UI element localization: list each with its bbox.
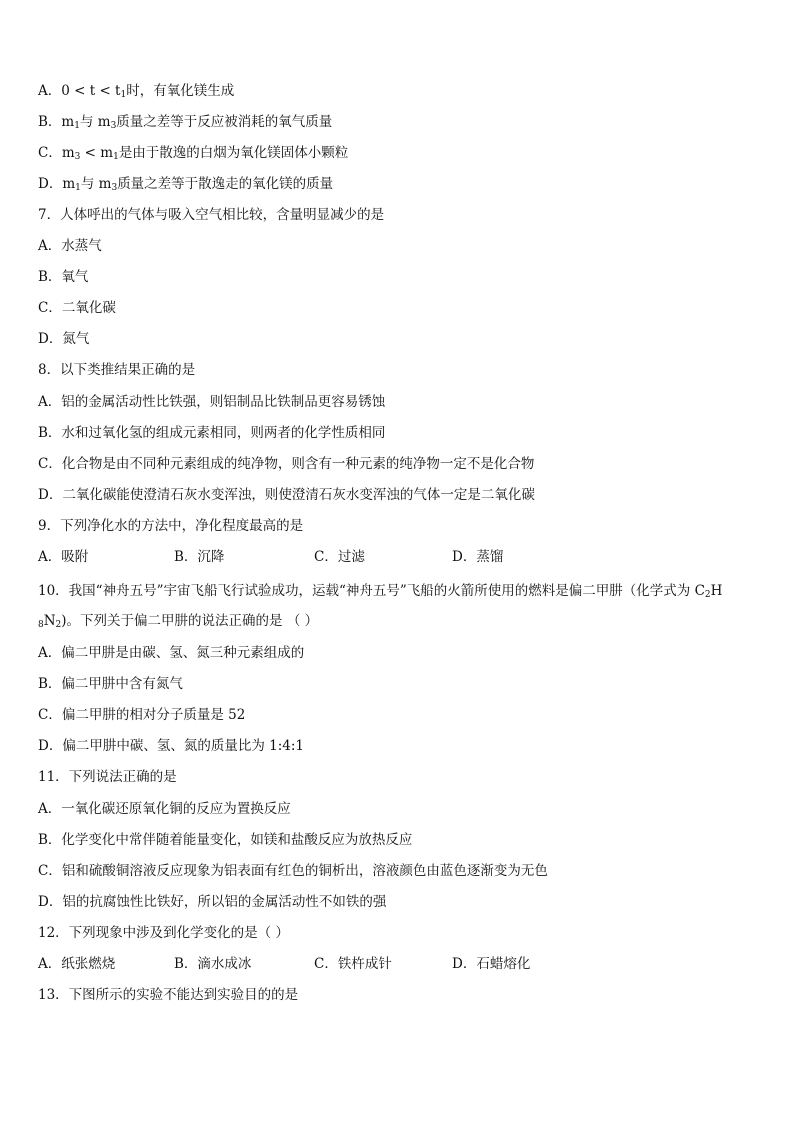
q7-option-d: D．氮气	[38, 331, 90, 347]
q9-option-c: C．过滤	[314, 549, 365, 565]
q12-option-a: A．纸张燃烧	[38, 956, 116, 972]
q11-stem: 11．下列说法正确的是	[38, 769, 177, 785]
q8-option-b: B．水和过氧化氢的组成元素相同，则两者的化学性质相同	[38, 425, 386, 441]
q6-option-a-text-end: 时，有氧化镁生成	[126, 83, 235, 99]
q10-option-b: B．偏二甲肼中含有氮气	[38, 676, 183, 692]
q6-option-d-text: D．m	[38, 176, 76, 192]
q12-stem: 12．下列现象中涉及到化学变化的是（ ）	[38, 925, 289, 941]
q11-option-b: B．化学变化中常伴随着能量变化，如镁和盐酸反应为放热反应	[38, 832, 413, 848]
q6-option-d-text-end: 质量之差等于散逸走的氧化镁的质量	[117, 176, 334, 192]
subscript: 3	[110, 121, 117, 131]
q10-option-a: A．偏二甲肼是由碳、氢、氮三种元素组成的	[38, 645, 305, 661]
q10-stem-formula-n: N	[43, 613, 56, 629]
subscript: 1	[74, 121, 80, 131]
q10-option-c: C．偏二甲肼的相对分子质量是 52	[38, 707, 246, 723]
q6-option-d	[38, 175, 333, 197]
q6-option-c-text-mid: < m	[80, 145, 114, 161]
q6-option-a-text: A．0 < t < t	[38, 83, 121, 99]
q12-option-d: D．石蜡熔化	[452, 956, 531, 972]
subscript: 2	[704, 590, 711, 600]
q9-option-d: D．蒸馏	[452, 549, 504, 565]
q10-stem-text-end: H	[710, 583, 723, 599]
q10-stem-line2	[38, 612, 318, 634]
q6-option-b	[38, 113, 332, 135]
q11-option-d: D．铝的抗腐蚀性比铁好，所以铝的金属活动性不如铁的强	[38, 894, 387, 910]
q10-option-d: D．偏二甲肼中碳、氢、氮的质量比为 1:4:1	[38, 738, 304, 754]
q6-option-a	[38, 82, 234, 104]
subscript: 8	[38, 620, 44, 630]
q7-option-a: A．水蒸气	[38, 238, 102, 254]
subscript: 2	[55, 620, 62, 630]
q8-option-a: A．铝的金属活动性比铁强，则铝制品比铁制品更容易锈蚀	[38, 394, 386, 410]
q6-option-c-text-end: 是由于散逸的白烟为氧化镁固体小颗粒	[118, 145, 349, 161]
q10-stem-line1	[38, 582, 722, 604]
q7-option-c: C．二氧化碳	[38, 300, 116, 316]
q6-option-b-text: B．m	[38, 114, 75, 130]
q6-option-b-text-end: 质量之差等于反应被消耗的氧气质量	[116, 114, 333, 130]
q10-stem-text: 10．我国“神舟五号”宇宙飞船飞行试验成功，运载“神舟五号”飞船的火箭所使用的燃料是偏二甲肼（化学式为 C	[38, 583, 705, 599]
q13-stem: 13．下图所示的实验不能达到实验目的的是	[38, 987, 299, 1003]
q11-option-a: A．一氧化碳还原氧化铜的反应为置换反应	[38, 801, 291, 817]
subscript: 3	[74, 152, 81, 162]
q10-stem-text-rest: )。下列关于偏二甲肼的说法正确的是 （ ）	[61, 613, 319, 629]
q6-option-d-text-mid: 与 m	[80, 176, 112, 192]
subscript: 1	[120, 90, 127, 100]
q9-stem: 9．下列净化水的方法中，净化程度最高的是	[38, 518, 304, 534]
q9-option-a: A．吸附	[38, 549, 89, 565]
q6-option-c	[38, 144, 348, 166]
q12-option-b: B．滴水成冰	[174, 956, 252, 972]
subscript: 3	[111, 183, 118, 193]
q12-option-c: C．铁杵成针	[314, 956, 392, 972]
q8-stem: 8．以下类推结果正确的是	[38, 362, 196, 378]
q6-option-c-text: C．m	[38, 145, 75, 161]
q7-option-b: B．氧气	[38, 269, 89, 285]
q8-option-c: C．化合物是由不同种元素组成的纯净物，则含有一种元素的纯净物一定不是化合物	[38, 456, 535, 472]
q9-option-b: B．沉降	[174, 549, 225, 565]
subscript: 1	[75, 183, 81, 193]
q6-option-b-text-mid: 与 m	[79, 114, 111, 130]
q11-option-c: C．铝和硫酸铜溶液反应现象为铝表面有红色的铜析出，溶液颜色由蓝色逐渐变为无色	[38, 863, 548, 879]
q8-option-d: D．二氧化碳能使澄清石灰水变浑浊，则使澄清石灰水变浑浊的气体一定是二氧化碳	[38, 487, 535, 503]
subscript: 1	[113, 152, 119, 162]
q7-stem: 7．人体呼出的气体与吸入空气相比较，含量明显减少的是	[38, 207, 385, 223]
